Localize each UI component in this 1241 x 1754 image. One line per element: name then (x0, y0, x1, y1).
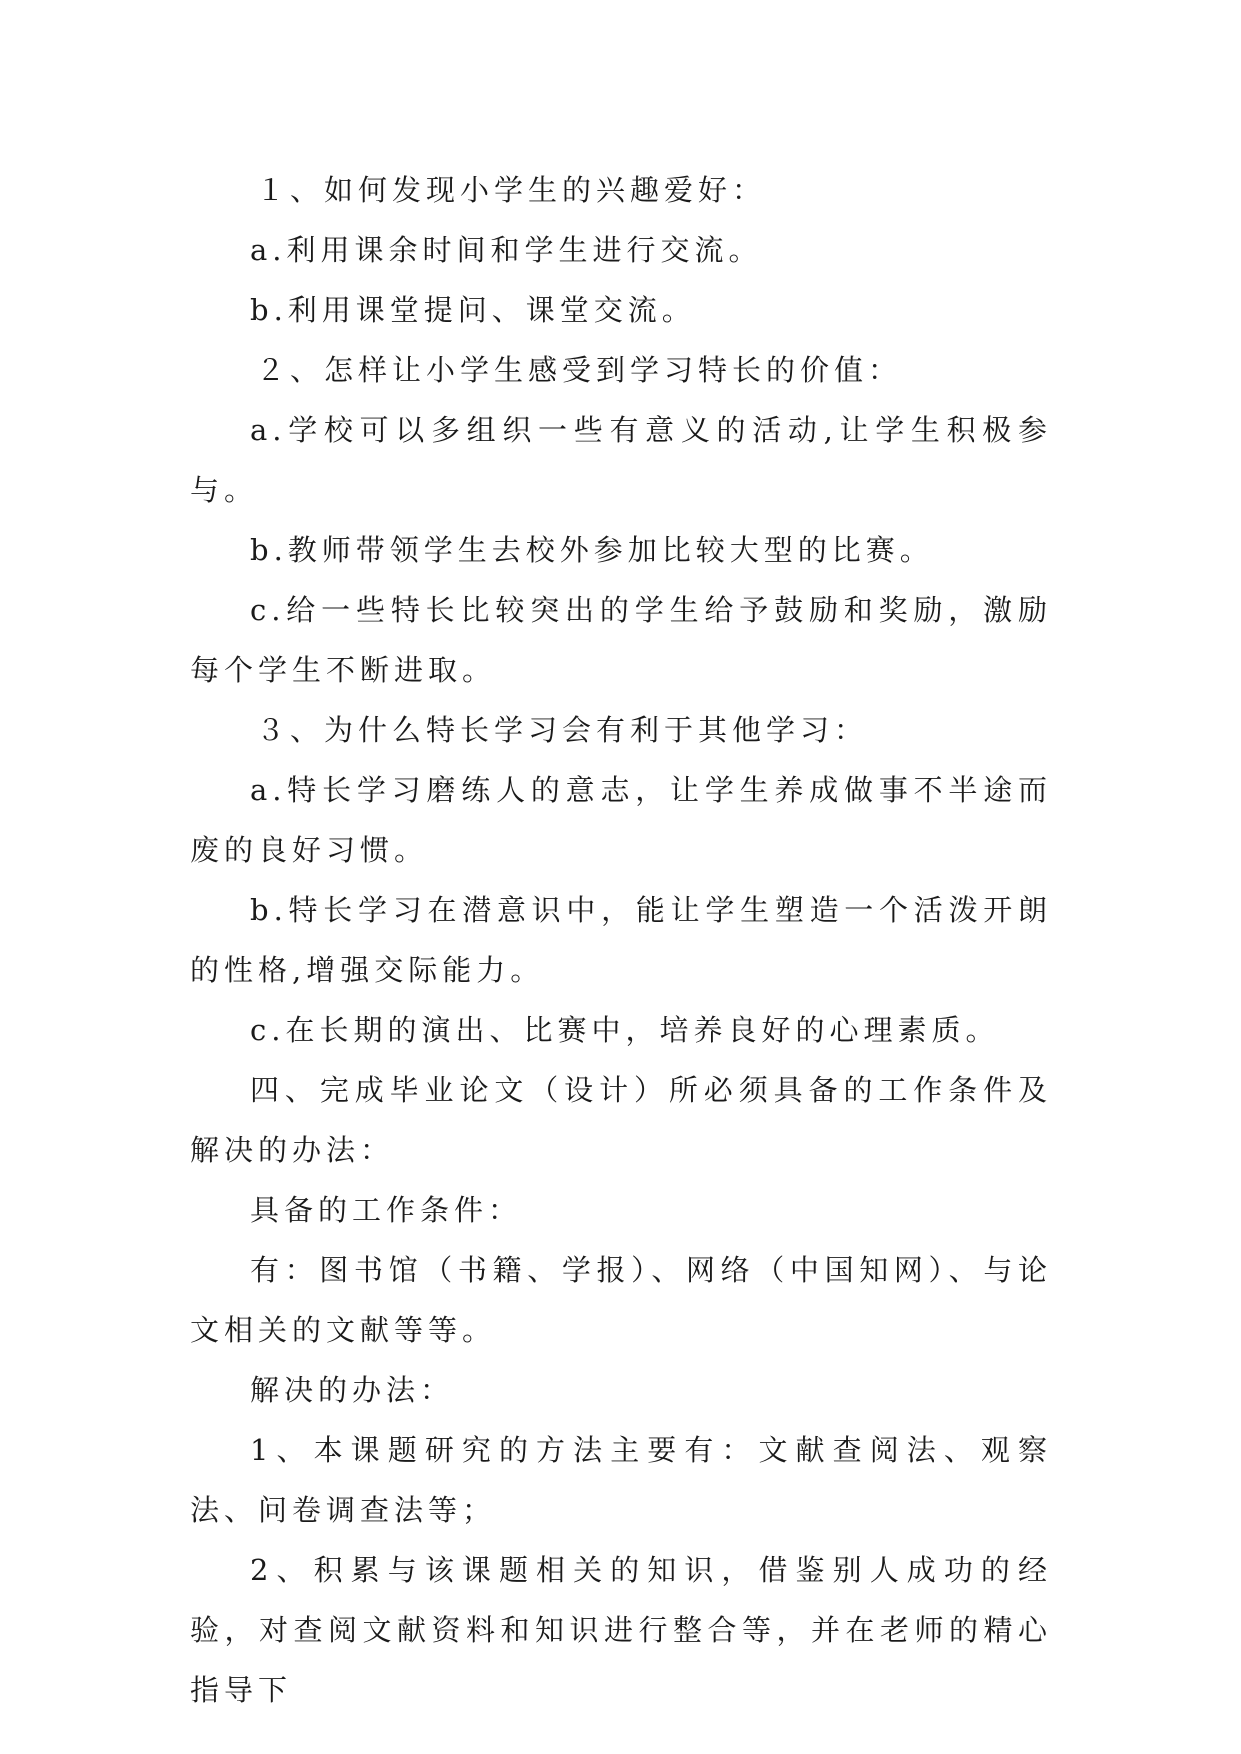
paragraph-item-2c: c.给一些特长比较突出的学生给予鼓励和奖励，激励每个学生不断进取。 (190, 593, 1052, 687)
paragraph-item-1b: b.利用课堂提问、课堂交流。 (250, 293, 696, 327)
paragraph-solution-1: 1、本课题研究的方法主要有：文献查阅法、观察法、问卷调查法等； (190, 1433, 1052, 1527)
paragraph-section-2-heading: ２、怎样让小学生感受到学习特长的价值： (256, 353, 903, 387)
paragraph-section-3-heading: ３、为什么特长学习会有利于其他学习： (256, 713, 869, 747)
paragraph-conditions-heading: 具备的工作条件： (250, 1193, 523, 1227)
paragraph-solution-2: 2、积累与该课题相关的知识，借鉴别人成功的经验，对查阅文献资料和知识进行整合等，并在老师的精心指导下 (190, 1553, 1052, 1707)
paragraph-item-2a: a.学校可以多组织一些有意义的活动,让学生积极参与。 (190, 413, 1052, 507)
paragraph-section-4-heading: 四、完成毕业论文（设计）所必须具备的工作条件及解决的办法： (190, 1073, 1052, 1167)
paragraph-item-3c: c.在长期的演出、比赛中，培养良好的心理素质。 (250, 1013, 1000, 1047)
paragraph-item-3b: b.特长学习在潜意识中，能让学生塑造一个活泼开朗的性格,增强交际能力。 (190, 893, 1052, 987)
paragraph-section-1-heading: １、如何发现小学生的兴趣爱好： (256, 173, 767, 207)
paragraph-conditions-body: 有：图书馆（书籍、学报）、网络（中国知网）、与论文相关的文献等等。 (190, 1253, 1052, 1347)
paragraph-item-2b: b.教师带领学生去校外参加比较大型的比赛。 (250, 533, 934, 567)
document-page (190, 160, 1052, 1720)
paragraph-item-3a: a.特长学习磨练人的意志，让学生养成做事不半途而废的良好习惯。 (190, 773, 1052, 867)
paragraph-solutions-heading: 解决的办法： (250, 1373, 455, 1407)
paragraph-item-1a: a.利用课余时间和学生进行交流。 (250, 233, 763, 267)
